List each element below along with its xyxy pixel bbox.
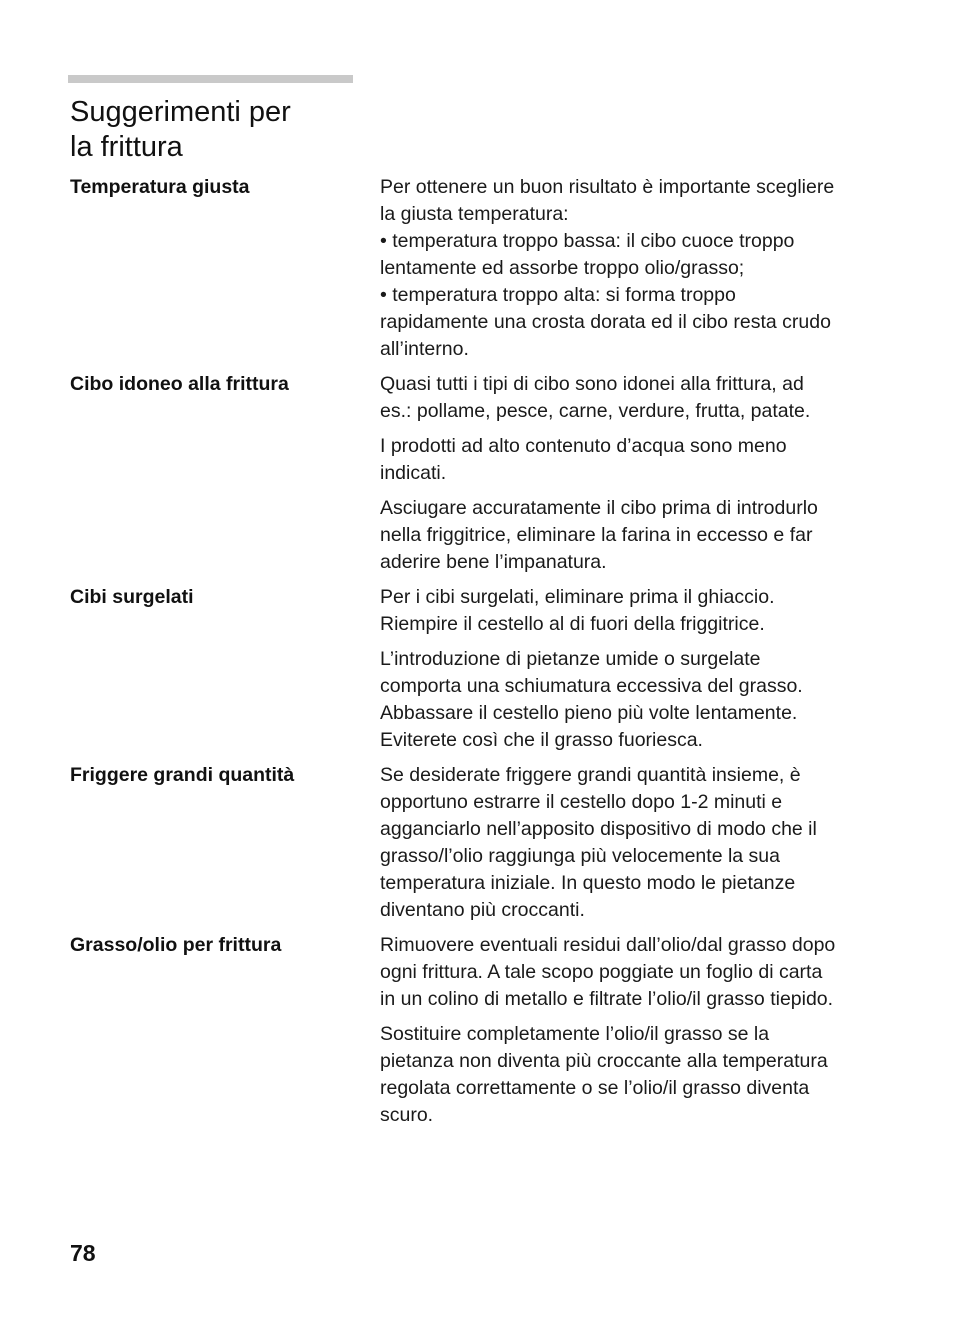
section-content [380, 371, 890, 576]
section-paragraph: Rimuovere eventuali residui dall’olio/dal grasso dopo ogni frittura. A tale scopo poggiate un foglio di carta in un colino di metallo e filtrate l’olio/il grasso tiepido. [380, 934, 836, 1010]
section-paragraph: Per ottenere un buon risultato è importante scegliere la giusta temperatura: • temperatura troppo bassa: il cibo cuoce troppo lentamente ed assorbe troppo olio/grasso; • temperatura troppo alta: si forma troppo rapidamente una crosta dorata ed il cibo resta crudo all’interno. [380, 176, 835, 360]
section-paragraph: Per i cibi surgelati, eliminare prima il ghiaccio. Riempire il cestello al di fuori della friggitrice. [380, 586, 775, 635]
section-label: Friggere grandi quantità [70, 764, 295, 786]
section-paragraph: Quasi tutti i tipi di cibo sono idonei alla frittura, ad es.: pollame, pesce, carne, verdure, frutta, patate. [380, 373, 811, 422]
section-label: Cibi surgelati [70, 586, 194, 608]
tips-sections [70, 174, 890, 1137]
section-paragraph: Sostituire completamente l’olio/il grasso se la pietanza non diventa più croccante alla temperatura regolata correttamente o se l’olio/il grasso diventa scuro. [380, 1023, 828, 1126]
section-cibo-idoneo [70, 371, 890, 576]
section-paragraph: Se desiderate friggere grandi quantità insieme, è opportuno estrarre il cestello dopo 1-2 minuti e agganciarlo nell’apposito dispositivo di modo che il grasso/l’olio raggiunga più velocemente la sua temperatura iniziale. In questo modo le pietanze diventano più croccanti. [380, 764, 817, 921]
section-cibi-surgelati [70, 584, 890, 754]
section-temperatura-giusta [70, 174, 890, 363]
page-title: Suggerimenti per la frittura [70, 96, 291, 163]
section-grasso-olio [70, 932, 890, 1129]
section-content [380, 932, 890, 1129]
section-paragraph: L’introduzione di pietanze umide o surgelate comporta una schiumatura eccessiva del grasso. Abbassare il cestello pieno più volte lentamente. Eviterete così che il grasso fuoriesca. [380, 648, 803, 751]
section-content [380, 762, 890, 924]
page-number: 78 [70, 1240, 96, 1266]
section-grandi-quantita [70, 762, 890, 924]
section-label: Cibo idoneo alla frittura [70, 373, 289, 395]
section-paragraph: I prodotti ad alto contenuto d’acqua sono meno indicati. [380, 435, 787, 484]
header-rule [68, 75, 353, 83]
section-content [380, 584, 890, 754]
section-label: Grasso/olio per frittura [70, 934, 282, 956]
section-content [380, 174, 890, 363]
section-paragraph: Asciugare accuratamente il cibo prima di introdurlo nella friggitrice, eliminare la farina in eccesso e far aderire bene l’impanatura. [380, 497, 818, 573]
section-label: Temperatura giusta [70, 176, 250, 198]
